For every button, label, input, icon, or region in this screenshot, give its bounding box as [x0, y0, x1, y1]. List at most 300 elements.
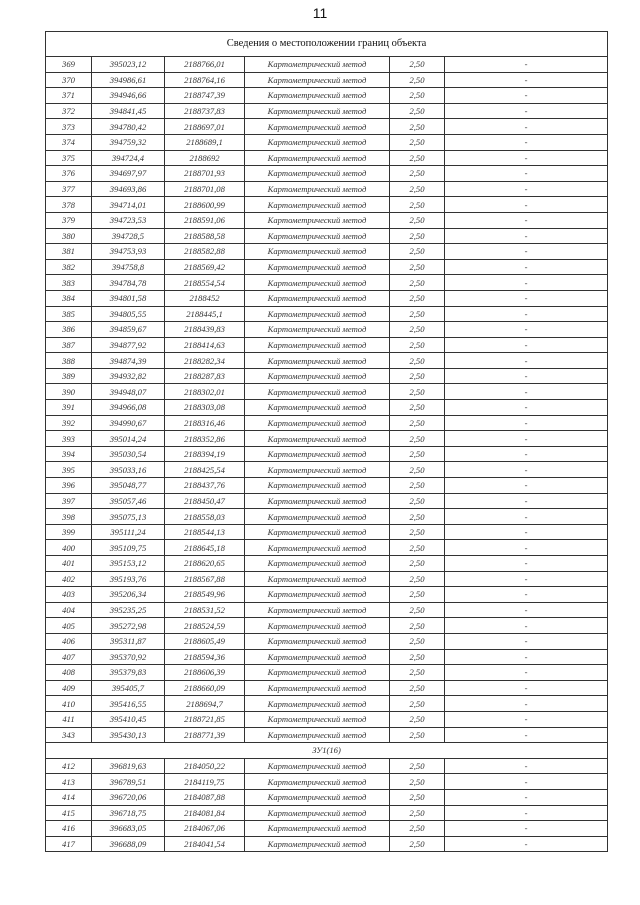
cell-accuracy: 2,50: [390, 524, 445, 540]
cell-description: -: [445, 602, 608, 618]
cell-coord-x: 394728,5: [92, 228, 165, 244]
cell-coord-x: 395153,12: [92, 556, 165, 572]
table-row: [46, 478, 608, 494]
table-row: [46, 774, 608, 790]
cell-coord-y: 2188645,18: [165, 540, 245, 556]
cell-point-number: 371: [46, 88, 92, 104]
cell-coord-y: 2188594,36: [165, 649, 245, 665]
cell-accuracy: 2,50: [390, 384, 445, 400]
cell-point-number: 395: [46, 462, 92, 478]
cell-coord-x: 396789,51: [92, 774, 165, 790]
cell-method: Картометрический метод: [245, 821, 390, 837]
cell-coord-y: 2188588,58: [165, 228, 245, 244]
table-row: [46, 462, 608, 478]
cell-point-number: 393: [46, 431, 92, 447]
table-row: [46, 836, 608, 852]
cell-coord-x: 395075,13: [92, 509, 165, 525]
cell-accuracy: 2,50: [390, 134, 445, 150]
cell-method: Картометрический метод: [245, 680, 390, 696]
cell-coord-x: 396720,06: [92, 789, 165, 805]
table-row: [46, 524, 608, 540]
cell-point-number: 401: [46, 556, 92, 572]
cell-description: -: [445, 493, 608, 509]
cell-description: -: [445, 290, 608, 306]
table-row: [46, 337, 608, 353]
table-title: Сведения о местоположении границ объекта: [46, 32, 608, 57]
cell-coord-x: 395430,13: [92, 727, 165, 743]
cell-accuracy: 2,50: [390, 290, 445, 306]
cell-accuracy: 2,50: [390, 462, 445, 478]
table-row: [46, 446, 608, 462]
cell-point-number: 390: [46, 384, 92, 400]
cell-accuracy: 2,50: [390, 244, 445, 260]
cell-coord-x: 394714,01: [92, 197, 165, 213]
cell-description: -: [445, 587, 608, 603]
cell-coord-x: 394723,53: [92, 212, 165, 228]
cell-point-number: 343: [46, 727, 92, 743]
cell-coord-x: 395014,24: [92, 431, 165, 447]
cell-description: -: [445, 758, 608, 774]
cell-accuracy: 2,50: [390, 181, 445, 197]
table-row: [46, 556, 608, 572]
cell-coord-y: 2184041,54: [165, 836, 245, 852]
cell-description: -: [445, 197, 608, 213]
table-row: [46, 119, 608, 135]
cell-point-number: 388: [46, 353, 92, 369]
table-row: [46, 306, 608, 322]
cell-method: Картометрический метод: [245, 197, 390, 213]
cell-method: Картометрический метод: [245, 88, 390, 104]
cell-description: -: [445, 649, 608, 665]
cell-description: -: [445, 337, 608, 353]
cell-coord-y: 2188766,01: [165, 57, 245, 73]
cell-accuracy: 2,50: [390, 633, 445, 649]
cell-coord-x: 395410,45: [92, 711, 165, 727]
table-row: [46, 57, 608, 73]
cell-method: Картометрический метод: [245, 290, 390, 306]
cell-point-number: 412: [46, 758, 92, 774]
cell-method: Картометрический метод: [245, 166, 390, 182]
cell-coord-y: 2188605,49: [165, 633, 245, 649]
cell-coord-y: 2188737,83: [165, 103, 245, 119]
cell-coord-x: 394724,4: [92, 150, 165, 166]
table-row: [46, 384, 608, 400]
cell-coord-y: 2188701,08: [165, 181, 245, 197]
table-row: [46, 789, 608, 805]
table-title-row: [46, 32, 608, 57]
cell-coord-y: 2188694,7: [165, 696, 245, 712]
cell-accuracy: 2,50: [390, 212, 445, 228]
cell-coord-y: 2188554,54: [165, 275, 245, 291]
cell-description: -: [445, 446, 608, 462]
cell-coord-x: 395057,46: [92, 493, 165, 509]
cell-coord-y: 2188549,96: [165, 587, 245, 603]
table-row: [46, 103, 608, 119]
section-label: ЗУ1(16): [46, 743, 608, 759]
section-row: [46, 743, 608, 759]
cell-accuracy: 2,50: [390, 431, 445, 447]
cell-description: -: [445, 134, 608, 150]
cell-coord-x: 394780,42: [92, 119, 165, 135]
cell-accuracy: 2,50: [390, 353, 445, 369]
table-row: [46, 415, 608, 431]
cell-description: -: [445, 306, 608, 322]
cell-point-number: 380: [46, 228, 92, 244]
cell-coord-x: 394801,58: [92, 290, 165, 306]
cell-point-number: 417: [46, 836, 92, 852]
cell-description: -: [445, 680, 608, 696]
cell-description: -: [445, 618, 608, 634]
cell-point-number: 370: [46, 72, 92, 88]
cell-coord-y: 2188524,59: [165, 618, 245, 634]
cell-coord-x: 394693,86: [92, 181, 165, 197]
cell-method: Картометрический метод: [245, 602, 390, 618]
cell-description: -: [445, 228, 608, 244]
table-row: [46, 275, 608, 291]
table-row: [46, 633, 608, 649]
cell-coord-x: 394759,32: [92, 134, 165, 150]
cell-point-number: 374: [46, 134, 92, 150]
cell-method: Картометрический метод: [245, 805, 390, 821]
cell-description: -: [445, 431, 608, 447]
cell-point-number: 389: [46, 368, 92, 384]
cell-method: Картометрический метод: [245, 836, 390, 852]
cell-accuracy: 2,50: [390, 88, 445, 104]
cell-accuracy: 2,50: [390, 509, 445, 525]
cell-coord-x: 396718,75: [92, 805, 165, 821]
cell-description: -: [445, 805, 608, 821]
cell-method: Картометрический метод: [245, 150, 390, 166]
cell-method: Картометрический метод: [245, 540, 390, 556]
cell-coord-y: 2184119,75: [165, 774, 245, 790]
cell-accuracy: 2,50: [390, 680, 445, 696]
cell-point-number: 407: [46, 649, 92, 665]
cell-coord-x: 395030,54: [92, 446, 165, 462]
cell-point-number: 394: [46, 446, 92, 462]
cell-point-number: 383: [46, 275, 92, 291]
cell-coord-x: 396683,05: [92, 821, 165, 837]
cell-method: Картометрический метод: [245, 415, 390, 431]
cell-description: -: [445, 524, 608, 540]
cell-coord-y: 2188701,93: [165, 166, 245, 182]
cell-point-number: 396: [46, 478, 92, 494]
cell-coord-y: 2188697,01: [165, 119, 245, 135]
cell-coord-y: 2188582,88: [165, 244, 245, 260]
cell-accuracy: 2,50: [390, 446, 445, 462]
cell-description: -: [445, 540, 608, 556]
table-row: [46, 758, 608, 774]
cell-coord-y: 2188764,16: [165, 72, 245, 88]
cell-coord-y: 2188544,13: [165, 524, 245, 540]
cell-method: Картометрический метод: [245, 478, 390, 494]
cell-accuracy: 2,50: [390, 119, 445, 135]
table-row: [46, 228, 608, 244]
cell-accuracy: 2,50: [390, 259, 445, 275]
cell-method: Картометрический метод: [245, 696, 390, 712]
cell-coord-y: 2188569,42: [165, 259, 245, 275]
cell-coord-x: 394990,67: [92, 415, 165, 431]
table-row: [46, 88, 608, 104]
cell-coord-y: 2188558,03: [165, 509, 245, 525]
cell-coord-x: 394932,82: [92, 368, 165, 384]
table-row: [46, 805, 608, 821]
table-row: [46, 197, 608, 213]
cell-coord-x: 394966,08: [92, 400, 165, 416]
cell-accuracy: 2,50: [390, 478, 445, 494]
cell-coord-x: 395311,87: [92, 633, 165, 649]
cell-description: -: [445, 368, 608, 384]
cell-method: Картометрический метод: [245, 524, 390, 540]
cell-description: -: [445, 400, 608, 416]
cell-description: -: [445, 415, 608, 431]
cell-point-number: 387: [46, 337, 92, 353]
cell-coord-y: 2188425,54: [165, 462, 245, 478]
cell-description: -: [445, 633, 608, 649]
table-row: [46, 602, 608, 618]
cell-coord-x: 395048,77: [92, 478, 165, 494]
cell-coord-x: 394877,92: [92, 337, 165, 353]
table-row: [46, 711, 608, 727]
cell-method: Картометрический метод: [245, 368, 390, 384]
cell-point-number: 372: [46, 103, 92, 119]
cell-coord-x: 395416,55: [92, 696, 165, 712]
cell-point-number: 385: [46, 306, 92, 322]
cell-description: -: [445, 181, 608, 197]
cell-coord-y: 2188414,63: [165, 337, 245, 353]
cell-coord-x: 395370,92: [92, 649, 165, 665]
cell-coord-x: 394841,45: [92, 103, 165, 119]
cell-point-number: 375: [46, 150, 92, 166]
cell-method: Картометрический метод: [245, 587, 390, 603]
cell-method: Картометрический метод: [245, 400, 390, 416]
table-row: [46, 72, 608, 88]
cell-accuracy: 2,50: [390, 618, 445, 634]
cell-point-number: 405: [46, 618, 92, 634]
cell-coord-x: 394859,67: [92, 322, 165, 338]
cell-coord-x: 395033,16: [92, 462, 165, 478]
cell-point-number: 378: [46, 197, 92, 213]
cell-coord-x: 394948,07: [92, 384, 165, 400]
cell-description: -: [445, 259, 608, 275]
cell-point-number: 391: [46, 400, 92, 416]
cell-point-number: 398: [46, 509, 92, 525]
cell-accuracy: 2,50: [390, 836, 445, 852]
cell-point-number: 411: [46, 711, 92, 727]
cell-coord-y: 2188531,52: [165, 602, 245, 618]
cell-method: Картометрический метод: [245, 72, 390, 88]
cell-accuracy: 2,50: [390, 711, 445, 727]
cell-method: Картометрический метод: [245, 665, 390, 681]
cell-point-number: 404: [46, 602, 92, 618]
cell-coord-x: 395405,7: [92, 680, 165, 696]
cell-point-number: 416: [46, 821, 92, 837]
cell-method: Картометрический метод: [245, 337, 390, 353]
cell-method: Картометрический метод: [245, 758, 390, 774]
cell-description: -: [445, 57, 608, 73]
cell-accuracy: 2,50: [390, 774, 445, 790]
cell-coord-x: 394946,66: [92, 88, 165, 104]
cell-description: -: [445, 696, 608, 712]
cell-coord-y: 2184087,88: [165, 789, 245, 805]
cell-accuracy: 2,50: [390, 228, 445, 244]
cell-point-number: 379: [46, 212, 92, 228]
table-row: [46, 353, 608, 369]
cell-method: Картометрический метод: [245, 57, 390, 73]
cell-accuracy: 2,50: [390, 166, 445, 182]
cell-description: -: [445, 384, 608, 400]
cell-point-number: 409: [46, 680, 92, 696]
cell-coord-y: 2188352,86: [165, 431, 245, 447]
cell-accuracy: 2,50: [390, 368, 445, 384]
cell-point-number: 397: [46, 493, 92, 509]
cell-method: Картометрический метод: [245, 649, 390, 665]
cell-coord-y: 2188452: [165, 290, 245, 306]
cell-point-number: 413: [46, 774, 92, 790]
cell-point-number: 399: [46, 524, 92, 540]
cell-coord-y: 2188771,39: [165, 727, 245, 743]
cell-coord-x: 395272,98: [92, 618, 165, 634]
cell-coord-x: 396819,63: [92, 758, 165, 774]
cell-point-number: 414: [46, 789, 92, 805]
cell-accuracy: 2,50: [390, 493, 445, 509]
cell-description: -: [445, 836, 608, 852]
cell-coord-y: 2188747,39: [165, 88, 245, 104]
table-row: [46, 244, 608, 260]
cell-coord-y: 2184081,84: [165, 805, 245, 821]
table-row: [46, 134, 608, 150]
cell-coord-y: 2188721,85: [165, 711, 245, 727]
cell-coord-x: 395109,75: [92, 540, 165, 556]
cell-description: -: [445, 322, 608, 338]
cell-coord-y: 2188692: [165, 150, 245, 166]
cell-coord-y: 2188287,83: [165, 368, 245, 384]
cell-point-number: 377: [46, 181, 92, 197]
cell-method: Картометрический метод: [245, 789, 390, 805]
cell-point-number: 392: [46, 415, 92, 431]
cell-accuracy: 2,50: [390, 103, 445, 119]
cell-coord-x: 396688,09: [92, 836, 165, 852]
cell-point-number: 373: [46, 119, 92, 135]
cell-point-number: 410: [46, 696, 92, 712]
cell-description: -: [445, 353, 608, 369]
cell-accuracy: 2,50: [390, 150, 445, 166]
cell-coord-y: 2188620,65: [165, 556, 245, 572]
cell-accuracy: 2,50: [390, 587, 445, 603]
cell-coord-x: 395193,76: [92, 571, 165, 587]
cell-point-number: 415: [46, 805, 92, 821]
cell-method: Картометрический метод: [245, 509, 390, 525]
cell-coord-y: 2188450,47: [165, 493, 245, 509]
cell-accuracy: 2,50: [390, 727, 445, 743]
cell-coord-x: 394758,8: [92, 259, 165, 275]
cell-coord-x: 394986,61: [92, 72, 165, 88]
cell-description: -: [445, 727, 608, 743]
table-row: [46, 400, 608, 416]
table-row: [46, 368, 608, 384]
cell-method: Картометрический метод: [245, 275, 390, 291]
cell-method: Картометрический метод: [245, 711, 390, 727]
cell-method: Картометрический метод: [245, 103, 390, 119]
cell-point-number: 384: [46, 290, 92, 306]
cell-coord-y: 2188567,88: [165, 571, 245, 587]
cell-method: Картометрический метод: [245, 431, 390, 447]
cell-coord-y: 2184050,22: [165, 758, 245, 774]
cell-coord-y: 2188302,01: [165, 384, 245, 400]
cell-accuracy: 2,50: [390, 571, 445, 587]
cell-method: Картометрический метод: [245, 228, 390, 244]
cell-description: -: [445, 72, 608, 88]
cell-description: -: [445, 478, 608, 494]
cell-description: -: [445, 789, 608, 805]
cell-accuracy: 2,50: [390, 789, 445, 805]
table-row: [46, 680, 608, 696]
cell-method: Картометрический метод: [245, 774, 390, 790]
table-row: [46, 587, 608, 603]
table-row: [46, 493, 608, 509]
cell-accuracy: 2,50: [390, 197, 445, 213]
cell-coord-y: 2188439,83: [165, 322, 245, 338]
cell-description: -: [445, 774, 608, 790]
cell-accuracy: 2,50: [390, 821, 445, 837]
cell-accuracy: 2,50: [390, 275, 445, 291]
cell-description: -: [445, 119, 608, 135]
cell-method: Картометрический метод: [245, 181, 390, 197]
cell-coord-x: 395023,12: [92, 57, 165, 73]
cell-description: -: [445, 244, 608, 260]
cell-accuracy: 2,50: [390, 805, 445, 821]
table-row: [46, 290, 608, 306]
table-row: [46, 212, 608, 228]
cell-method: Картометрический метод: [245, 618, 390, 634]
cell-coord-y: 2188445,1: [165, 306, 245, 322]
cell-method: Картометрический метод: [245, 462, 390, 478]
cell-description: -: [445, 556, 608, 572]
cell-method: Картометрический метод: [245, 119, 390, 135]
table-row: [46, 322, 608, 338]
table-row: [46, 727, 608, 743]
cell-point-number: 403: [46, 587, 92, 603]
cell-method: Картометрический метод: [245, 322, 390, 338]
cell-method: Картометрический метод: [245, 571, 390, 587]
table-row: [46, 259, 608, 275]
cell-coord-y: 2188591,06: [165, 212, 245, 228]
cell-method: Картометрический метод: [245, 353, 390, 369]
cell-coord-x: 395235,25: [92, 602, 165, 618]
cell-accuracy: 2,50: [390, 665, 445, 681]
cell-point-number: 369: [46, 57, 92, 73]
cell-point-number: 386: [46, 322, 92, 338]
cell-method: Картометрический метод: [245, 446, 390, 462]
cell-coord-y: 2188660,09: [165, 680, 245, 696]
cell-method: Картометрический метод: [245, 306, 390, 322]
cell-description: -: [445, 571, 608, 587]
cell-method: Картометрический метод: [245, 134, 390, 150]
cell-accuracy: 2,50: [390, 602, 445, 618]
cell-method: Картометрический метод: [245, 244, 390, 260]
cell-method: Картометрический метод: [245, 633, 390, 649]
cell-coord-y: 2188316,46: [165, 415, 245, 431]
cell-accuracy: 2,50: [390, 337, 445, 353]
cell-method: Картометрический метод: [245, 259, 390, 275]
cell-coord-x: 394805,55: [92, 306, 165, 322]
table-row: [46, 431, 608, 447]
cell-description: -: [445, 212, 608, 228]
cell-description: -: [445, 462, 608, 478]
cell-coord-x: 395379,83: [92, 665, 165, 681]
cell-point-number: 381: [46, 244, 92, 260]
table-row: [46, 181, 608, 197]
table-row: [46, 150, 608, 166]
